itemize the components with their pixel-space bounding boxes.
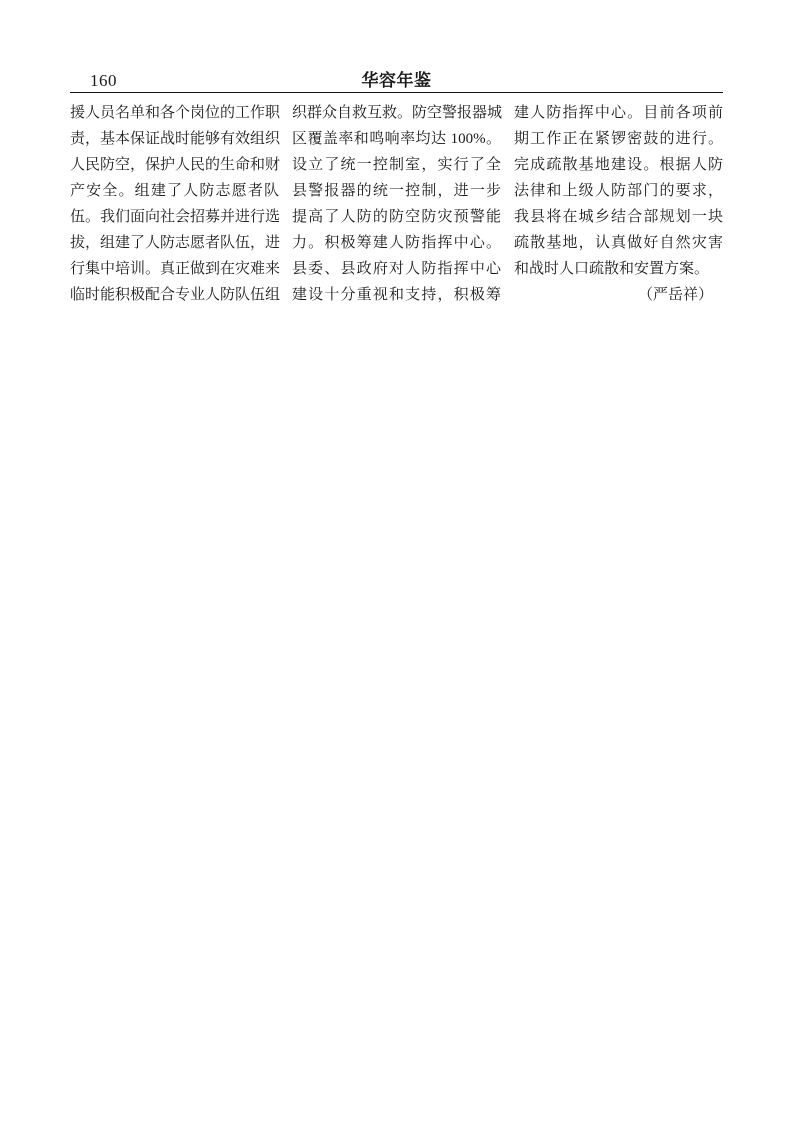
text-line: 法律和上级人防部门的要求，: [514, 183, 723, 199]
text-line: 责，基本保证战时能够有效组织: [70, 131, 281, 147]
text-line: 拔，组建了人防志愿者队伍，进: [70, 235, 281, 251]
text-line: 和战时人口疏散和安置方案。: [514, 261, 710, 277]
text-line: 完成疏散基地建设。根据人防: [514, 157, 723, 173]
text-line: 提高了人防的防空防灾预警能: [292, 209, 501, 225]
text-line: 援人员名单和各个岗位的工作职: [70, 105, 281, 121]
text-line: 设立了统一控制室，实行了全: [292, 157, 501, 173]
text-column-1: [70, 100, 279, 308]
text-line: 期工作正在紧锣密鼓的进行。: [514, 131, 723, 147]
text-line: 疏散基地，认真做好自然灾害: [514, 235, 723, 251]
text-line: 织群众自救互救。防空警报器城: [292, 105, 503, 121]
author-signature: （严岳祥）: [637, 287, 713, 303]
article-columns: [70, 100, 723, 308]
page-title: 华容年鉴: [361, 71, 432, 90]
text-line: 建人防指挥中心。目前各项前: [514, 105, 723, 121]
text-line: 伍。我们面向社会招募并进行选: [70, 209, 281, 225]
text-line: 区覆盖率和鸣响率均达 100%。: [292, 131, 501, 147]
text-column-2: [292, 100, 501, 308]
text-line: 力。积极筹建人防指挥中心。: [292, 235, 501, 251]
text-line: 县委、县政府对人防指挥中心: [292, 261, 501, 277]
text-line: 产安全。组建了人防志愿者队: [70, 183, 279, 199]
text-line: 行集中培训。真正做到在灾难来: [70, 261, 281, 277]
text-column-3: [514, 100, 723, 308]
text-line: 县警报器的统一控制，进一步: [292, 183, 501, 199]
page-header: [70, 66, 723, 93]
text-line: 临时能积极配合专业人防队伍组: [70, 287, 281, 303]
text-line: 建设十分重视和支持，积极筹: [292, 287, 501, 303]
text-line: 人民防空，保护人民的生命和财: [70, 157, 281, 173]
page-number: 160: [90, 71, 117, 90]
text-line: 我县将在城乡结合部规划一块: [514, 209, 723, 225]
